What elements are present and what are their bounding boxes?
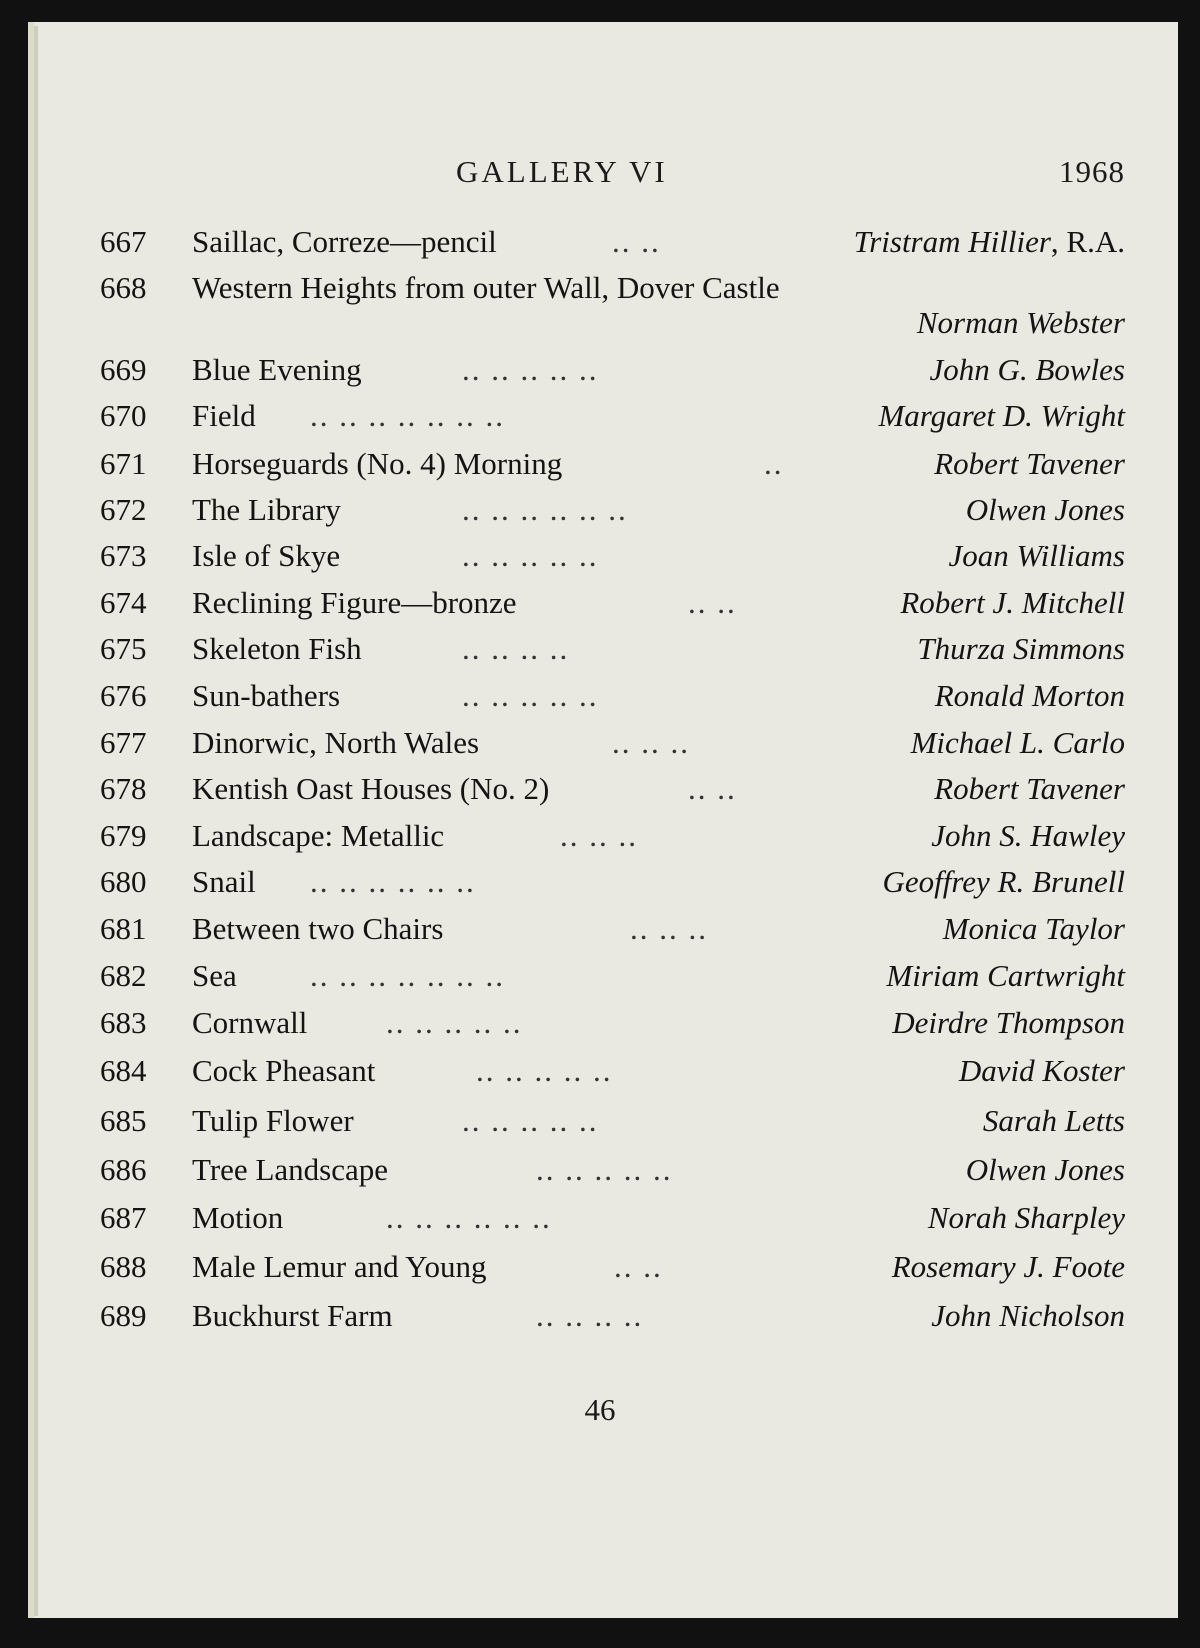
list-item (0, 224, 1200, 264)
entry-title: Horseguards (No. 4) Morning (192, 446, 563, 481)
entry-artist: Joan Williams (948, 538, 1125, 573)
entry-title: The Library (192, 492, 341, 527)
entry-title: Snail (192, 864, 256, 899)
leader-dots: .. .. .. .. .. (386, 1005, 523, 1040)
entry-artist-suffix: , R.A. (1050, 224, 1125, 259)
entry-title: Blue Evening (192, 352, 362, 387)
list-item (0, 725, 1200, 765)
entry-title: Sea (192, 958, 237, 993)
entry-artist: Olwen Jones (965, 492, 1125, 527)
list-item (0, 631, 1200, 671)
leader-dots: .. .. .. .. .. .. (386, 1200, 552, 1235)
entry-title: Cock Pheasant (192, 1053, 376, 1088)
entry-number: 675 (100, 631, 147, 666)
entry-number: 680 (100, 864, 147, 899)
entry-title: Buckhurst Farm (192, 1298, 393, 1333)
entry-artist: David Koster (958, 1053, 1125, 1088)
entry-title: Skeleton Fish (192, 631, 362, 666)
entry-artist: Thurza Simmons (917, 631, 1125, 666)
entry-title: Landscape: Metallic (192, 818, 445, 853)
entry-number: 684 (100, 1053, 147, 1088)
entry-title: Tulip Flower (192, 1103, 354, 1138)
entry-number: 669 (100, 352, 147, 387)
entry-number: 686 (100, 1152, 147, 1187)
list-item (0, 446, 1200, 486)
list-item (0, 1298, 1200, 1338)
leader-dots: .. .. .. .. .. (476, 1053, 613, 1088)
entry-number: 674 (100, 585, 147, 620)
entry-title: Dinorwic, North Wales (192, 725, 480, 760)
entry-artist: Rosemary J. Foote (891, 1249, 1125, 1284)
leader-dots: .. .. .. .. .. (462, 352, 599, 387)
entry-artist: Olwen Jones (965, 1152, 1125, 1187)
entry-title: Isle of Skye (192, 538, 341, 573)
entry-artist: Deirdre Thompson (892, 1005, 1125, 1040)
entry-number: 670 (100, 398, 147, 433)
leader-dots: .. (764, 446, 784, 481)
list-item (0, 911, 1200, 951)
list-item (0, 818, 1200, 858)
list-item (0, 352, 1200, 392)
list-item (0, 1152, 1200, 1192)
entry-number: 667 (100, 224, 147, 259)
entry-title: Reclining Figure—bronze (192, 585, 517, 620)
entry-number: 668 (100, 270, 147, 305)
leader-dots: .. .. .. (612, 725, 690, 760)
entry-artist: Sarah Letts (982, 1103, 1125, 1138)
entry-title: Kentish Oast Houses (No. 2) (192, 771, 550, 806)
list-item (0, 678, 1200, 718)
entry-number: 676 (100, 678, 147, 713)
entry-artist: Tristram Hillier (853, 224, 1051, 259)
list-item (0, 1005, 1200, 1045)
entry-number: 685 (100, 1103, 147, 1138)
entry-title: Between two Chairs (192, 911, 444, 946)
leader-dots: .. .. .. .. (462, 631, 570, 666)
leader-dots: .. .. .. .. .. .. .. (310, 398, 505, 433)
entry-title: Sun-bathers (192, 678, 341, 713)
entry-artist: John Nicholson (931, 1298, 1125, 1333)
entry-number: 678 (100, 771, 147, 806)
list-item (0, 958, 1200, 998)
entry-number: 683 (100, 1005, 147, 1040)
entry-artist: Robert Tavener (934, 771, 1125, 806)
list-item (0, 1200, 1200, 1240)
list-item (0, 1249, 1200, 1289)
leader-dots: .. .. .. .. .. .. .. (310, 958, 505, 993)
entry-number: 673 (100, 538, 147, 573)
entry-title: Western Heights from outer Wall, Dover Castle (192, 270, 780, 305)
list-item (0, 492, 1200, 532)
leader-dots: .. .. .. (630, 911, 708, 946)
entry-artist: Ronald Morton (934, 678, 1125, 713)
entry-number: 682 (100, 958, 147, 993)
list-item (0, 1103, 1200, 1143)
gallery-title: GALLERY VI (456, 154, 668, 189)
leader-dots: .. .. (688, 771, 737, 806)
leader-dots: .. .. (612, 224, 661, 259)
leader-dots: .. .. .. .. .. (536, 1152, 673, 1187)
entry-artist: Robert Tavener (934, 446, 1125, 481)
leader-dots: .. .. .. .. .. .. (462, 492, 628, 527)
list-item (0, 270, 1200, 310)
entry-artist: John G. Bowles (929, 352, 1125, 387)
entry-artist: Robert J. Mitchell (900, 585, 1125, 620)
entry-title: Cornwall (192, 1005, 308, 1040)
leader-dots: .. .. .. .. .. .. (310, 864, 476, 899)
list-item-continuation (0, 305, 1200, 345)
entry-number: 671 (100, 446, 147, 481)
entry-artist: Margaret D. Wright (878, 398, 1125, 433)
entry-number: 677 (100, 725, 147, 760)
entry-number: 681 (100, 911, 147, 946)
leader-dots: .. .. .. (560, 818, 638, 853)
entry-number: 679 (100, 818, 147, 853)
entry-number: 688 (100, 1249, 147, 1284)
page-number: 46 (584, 1392, 616, 1427)
page-header (0, 154, 1200, 194)
list-item (0, 771, 1200, 811)
entry-artist: Monica Taylor (942, 911, 1125, 946)
entry-number: 672 (100, 492, 147, 527)
leader-dots: .. .. (688, 585, 737, 620)
entry-number: 687 (100, 1200, 147, 1235)
list-item (0, 538, 1200, 578)
entry-title: Male Lemur and Young (192, 1249, 487, 1284)
leader-dots: .. .. .. .. .. (462, 1103, 599, 1138)
list-item (0, 585, 1200, 625)
list-item (0, 398, 1200, 438)
entry-artist: Norah Sharpley (927, 1200, 1125, 1235)
entry-title: Field (192, 398, 256, 433)
entry-artist: Norman Webster (916, 305, 1125, 340)
entry-artist: John S. Hawley (931, 818, 1125, 853)
entry-title: Motion (192, 1200, 284, 1235)
leader-dots: .. .. .. .. .. (462, 538, 599, 573)
entry-artist-group (854, 224, 1125, 260)
list-item (0, 1053, 1200, 1093)
leader-dots: .. .. (614, 1249, 663, 1284)
list-item (0, 864, 1200, 904)
leader-dots: .. .. .. .. .. (462, 678, 599, 713)
leader-dots: .. .. .. .. (536, 1298, 644, 1333)
entry-title: Tree Landscape (192, 1152, 388, 1187)
entry-artist: Michael L. Carlo (910, 725, 1125, 760)
entry-title: Saillac, Correze—pencil (192, 224, 497, 259)
entry-artist: Miriam Cartwright (886, 958, 1125, 993)
year: 1968 (1059, 154, 1125, 189)
entry-number: 689 (100, 1298, 147, 1333)
entry-artist: Geoffrey R. Brunell (882, 864, 1125, 899)
